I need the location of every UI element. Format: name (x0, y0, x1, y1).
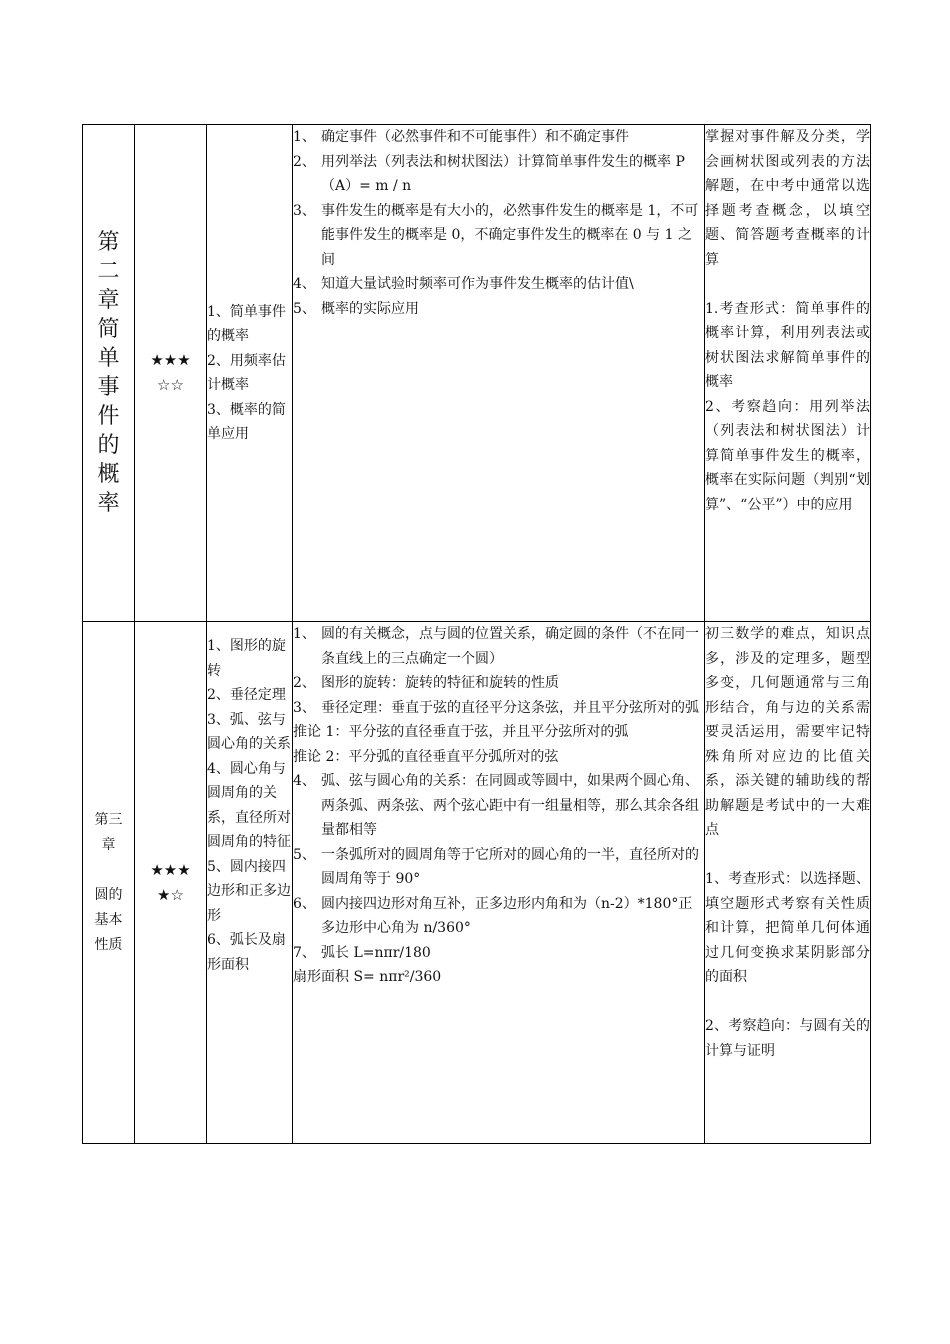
content-item: 7、 弧长 L=nπr/180 (293, 944, 431, 961)
note-paragraph: 1、考查形式：以选择题、填空题形式考察有关性质和计算，把简单几何体通过几何变换求某阴影部分的面积 (705, 871, 870, 985)
sector-area-line: 扇形面积 S= nπr²/360 (293, 969, 442, 985)
content-cell (293, 622, 705, 1144)
chapter-title-cell: 第三 章 圆的 基本 性质 (83, 622, 135, 1144)
topic-item: 3、弧、弦与圆心角的关系 (207, 711, 291, 752)
content-cell (293, 125, 705, 622)
topics-cell (207, 125, 293, 622)
exam-notes-cell (705, 622, 871, 1144)
inference-line: 推论 2：平分弧的直径垂直平分弧所对的弦 (293, 748, 559, 765)
content-item: 1、 圆的有关概念，点与圆的位置关系，确定圆的条件（不在同一条直线上的三点确定一个圆） (293, 626, 699, 667)
topic-item: 1、图形的旋转 (207, 638, 286, 679)
topic-item: 2、用频率估计概率 (207, 352, 286, 393)
content-item: 5、 概率的实际应用 (293, 300, 419, 317)
note-paragraph: 1.考查形式：简单事件的概率计算，利用列表法或树状图法求解简单事件的概率 (705, 300, 870, 390)
content-item: 4、 知道大量试验时频率可作为事件发生概率的估计值\ (293, 276, 634, 292)
difficulty-stars: ★★★ ★☆ (135, 622, 207, 1144)
difficulty-stars: ★★★ ☆☆ (135, 125, 207, 622)
content-item: 4、 弧、弦与圆心角的关系：在同圆或等圆中，如果两个圆心角、两条弧、两条弦、两个弦心距中有一组量相等，那么其余各组量都相等 (293, 773, 699, 838)
note-paragraph: 掌握对事件解及分类，学会画树状图或列表的方法解题，在中考中通常以选择题考查概念，以填空题、简答题考查概率的计算 (705, 129, 870, 268)
topic-item: 4、圆心角与圆周角的关系，直径所对圆周角的特征 (207, 760, 291, 850)
topics-cell (207, 622, 293, 1144)
topic-item: 3、概率的简单应用 (207, 401, 286, 442)
chapter-title-cell: 第 二 章 简 单 事 件 的 概 率 (83, 125, 135, 622)
content-item: 2、 图形的旋转：旋转的特征和旋转的性质 (293, 675, 559, 691)
topic-item: 2、垂径定理 (207, 687, 286, 703)
syllabus-table (82, 124, 871, 1144)
note-paragraph: 初三数学的难点，知识点多，涉及的定理多，题型多变，几何题通常与三角形结合，角与边的关系需要灵活运用，需要牢记特殊角所对应边的比值关系，添关键的辅助线的帮助解题是考试中的一大难点 (705, 626, 870, 838)
content-item: 2、 用列举法（列表法和树状图法）计算简单事件发生的概率 P（A）= m / n (293, 153, 685, 194)
topic-item: 1、简单事件的概率 (207, 303, 286, 344)
content-item: 1、 确定事件（必然事件和不可能事件）和不确定事件 (293, 129, 629, 145)
topic-item: 5、圆内接四边形和正多边形 (207, 858, 291, 924)
content-item: 3、 事件发生的概率是有大小的，必然事件发生的概率是 1，不可能事件发生的概率是 0，不确定事件发生的概率在 0 与 1 之间 (293, 202, 699, 268)
content-item: 3、 垂径定理：垂直于弦的直径平分这条弦，并且平分弦所对的弧 (293, 699, 699, 716)
note-paragraph: 2、考察趋向：用列举法（列表法和树状图法）计算简单事件发生的概率，概率在实际问题（判别“划算”、“公平”）中的应用 (705, 398, 870, 513)
exam-notes-cell (705, 125, 871, 622)
inference-line: 推论 1：平分弦的直径垂直于弦，并且平分弦所对的弧 (293, 724, 629, 740)
topic-item: 6、弧长及扇形面积 (207, 932, 286, 973)
note-paragraph: 2、考察趋向：与圆有关的计算与证明 (705, 1018, 870, 1059)
content-item: 6、 圆内接四边形对角互补，正多边形内角和为（n-2）*180°正多边形中心角为 n/360° (293, 895, 693, 936)
content-item: 5、 一条弧所对的圆周角等于它所对的圆心角的一半，直径所对的圆周角等于 90° (293, 846, 699, 887)
table-row (83, 622, 871, 1144)
table-row (83, 125, 871, 622)
